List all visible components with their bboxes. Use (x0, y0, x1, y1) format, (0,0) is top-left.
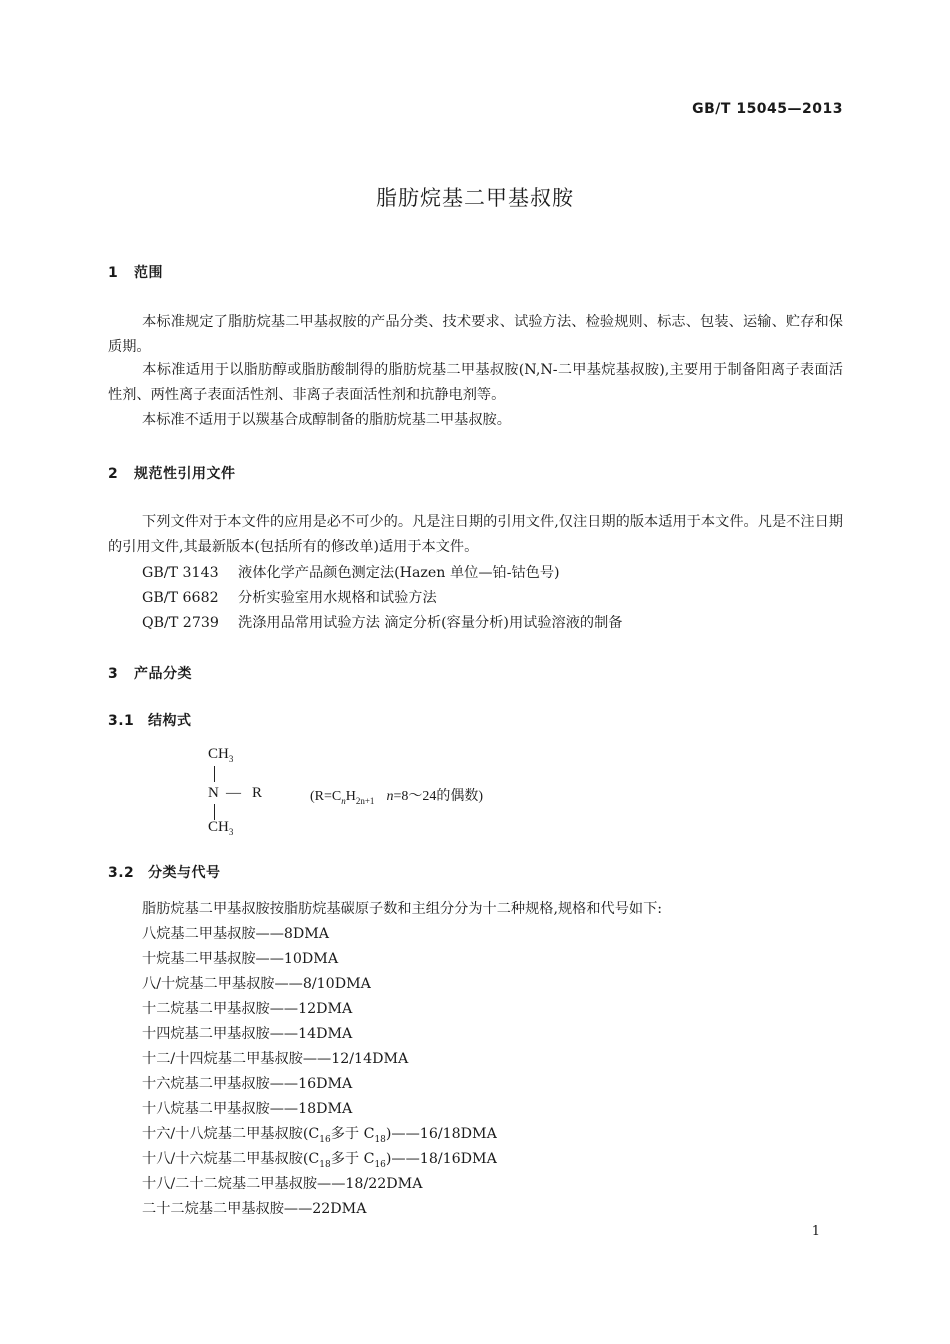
list-item: 十八烷基二甲基叔胺——18DMA (142, 1101, 353, 1117)
list-item: 八烷基二甲基叔胺——8DMA (142, 926, 330, 942)
section-title: 规范性引用文件 (134, 466, 236, 482)
bond-line (214, 766, 215, 782)
section-3-heading (108, 663, 192, 683)
list-item: 十二/十四烷基二甲基叔胺——12/14DMA (142, 1051, 409, 1067)
section-number: 1 (108, 265, 119, 281)
formula-note: ($R=C_nH_{2n+1}$ n=8～24的偶数) (310, 789, 483, 806)
paragraph: 本标准适用于以脂肪醇或脂肪酸制得的脂肪烷基二甲基叔胺(N,N-二甲基烷基叔胺),主要用于制备阳离子表面活性剂、两性离子表面活性剂、非离子表面活性剂和抗静电剂等。 (108, 362, 843, 403)
list-item: 八/十烷基二甲基叔胺——8/10DMA (142, 976, 371, 992)
formula-main: N (208, 785, 219, 801)
classification-intro: 脂肪烷基二甲基叔胺按脂肪烷基碳原子数和主组分分为十二种规格,规格和代号如下: (142, 901, 663, 917)
list-item: 十八/十六烷基二甲基叔胺($C_{18}$多于 $C_{16})——18/16DMA$ (142, 1151, 497, 1170)
page-number: 1 (811, 1224, 820, 1239)
list-item: 十二烷基二甲基叔胺——12DMA (142, 1001, 353, 1017)
methyl-group-top: $CH_3$ (208, 746, 234, 764)
reference-item: QB/T 2739 洗涤用品常用试验方法 滴定分析(容量分析)用试验溶液的制备 (142, 615, 623, 631)
section-title: 产品分类 (134, 666, 192, 682)
subsection-3-1-heading: 3.1 结构式 (108, 713, 192, 729)
list-item: 十烷基二甲基叔胺——10DMA (142, 951, 339, 967)
section-number: 3 (108, 666, 119, 682)
section-2-heading (108, 463, 236, 483)
r-group: R (252, 785, 263, 801)
document-title: 脂肪烷基二甲基叔胺 (376, 186, 574, 210)
bond-line (214, 804, 215, 820)
section-title: 范围 (134, 265, 163, 281)
methyl-group-bottom: $CH_3$ (208, 819, 234, 837)
paragraph: 下列文件对于本文件的应用是必不可少的。凡是注日期的引用文件,仅注日期的版本适用于本文件。凡是不注日期的引用文件,其最新版本(包括所有的修改单)适用于本文件。 (108, 514, 843, 555)
reference-item: GB/T 6682 分析实验室用水规格和试验方法 (142, 590, 437, 606)
subsection-3-2-heading: 3.2 分类与代号 (108, 865, 221, 881)
list-item: 十六/十八烷基二甲基叔胺($C_{16}$多于 $C_{18})——16/18DMA$ (142, 1126, 497, 1145)
paragraph: 本标准规定了脂肪烷基二甲基叔胺的产品分类、技术要求、试验方法、检验规则、标志、包装、运输、贮存和保质期。 (108, 314, 843, 355)
standard-code: GB/T 15045—2013 (692, 101, 843, 117)
list-item: 二十二烷基二甲基叔胺——22DMA (142, 1201, 367, 1217)
bond-dash: — (226, 785, 241, 801)
list-item: 十四烷基二甲基叔胺——14DMA (142, 1026, 353, 1042)
paragraph: 本标准不适用于以羰基合成醇制备的脂肪烷基二甲基叔胺。 (142, 412, 511, 428)
reference-item: GB/T 3143 液体化学产品颜色测定法(Hazen 单位—铂-钴色号) (142, 565, 560, 581)
list-item: 十八/二十二烷基二甲基叔胺——18/22DMA (142, 1176, 423, 1192)
section-number: 2 (108, 466, 119, 482)
section-1-heading (108, 262, 163, 282)
list-item: 十六烷基二甲基叔胺——16DMA (142, 1076, 353, 1092)
